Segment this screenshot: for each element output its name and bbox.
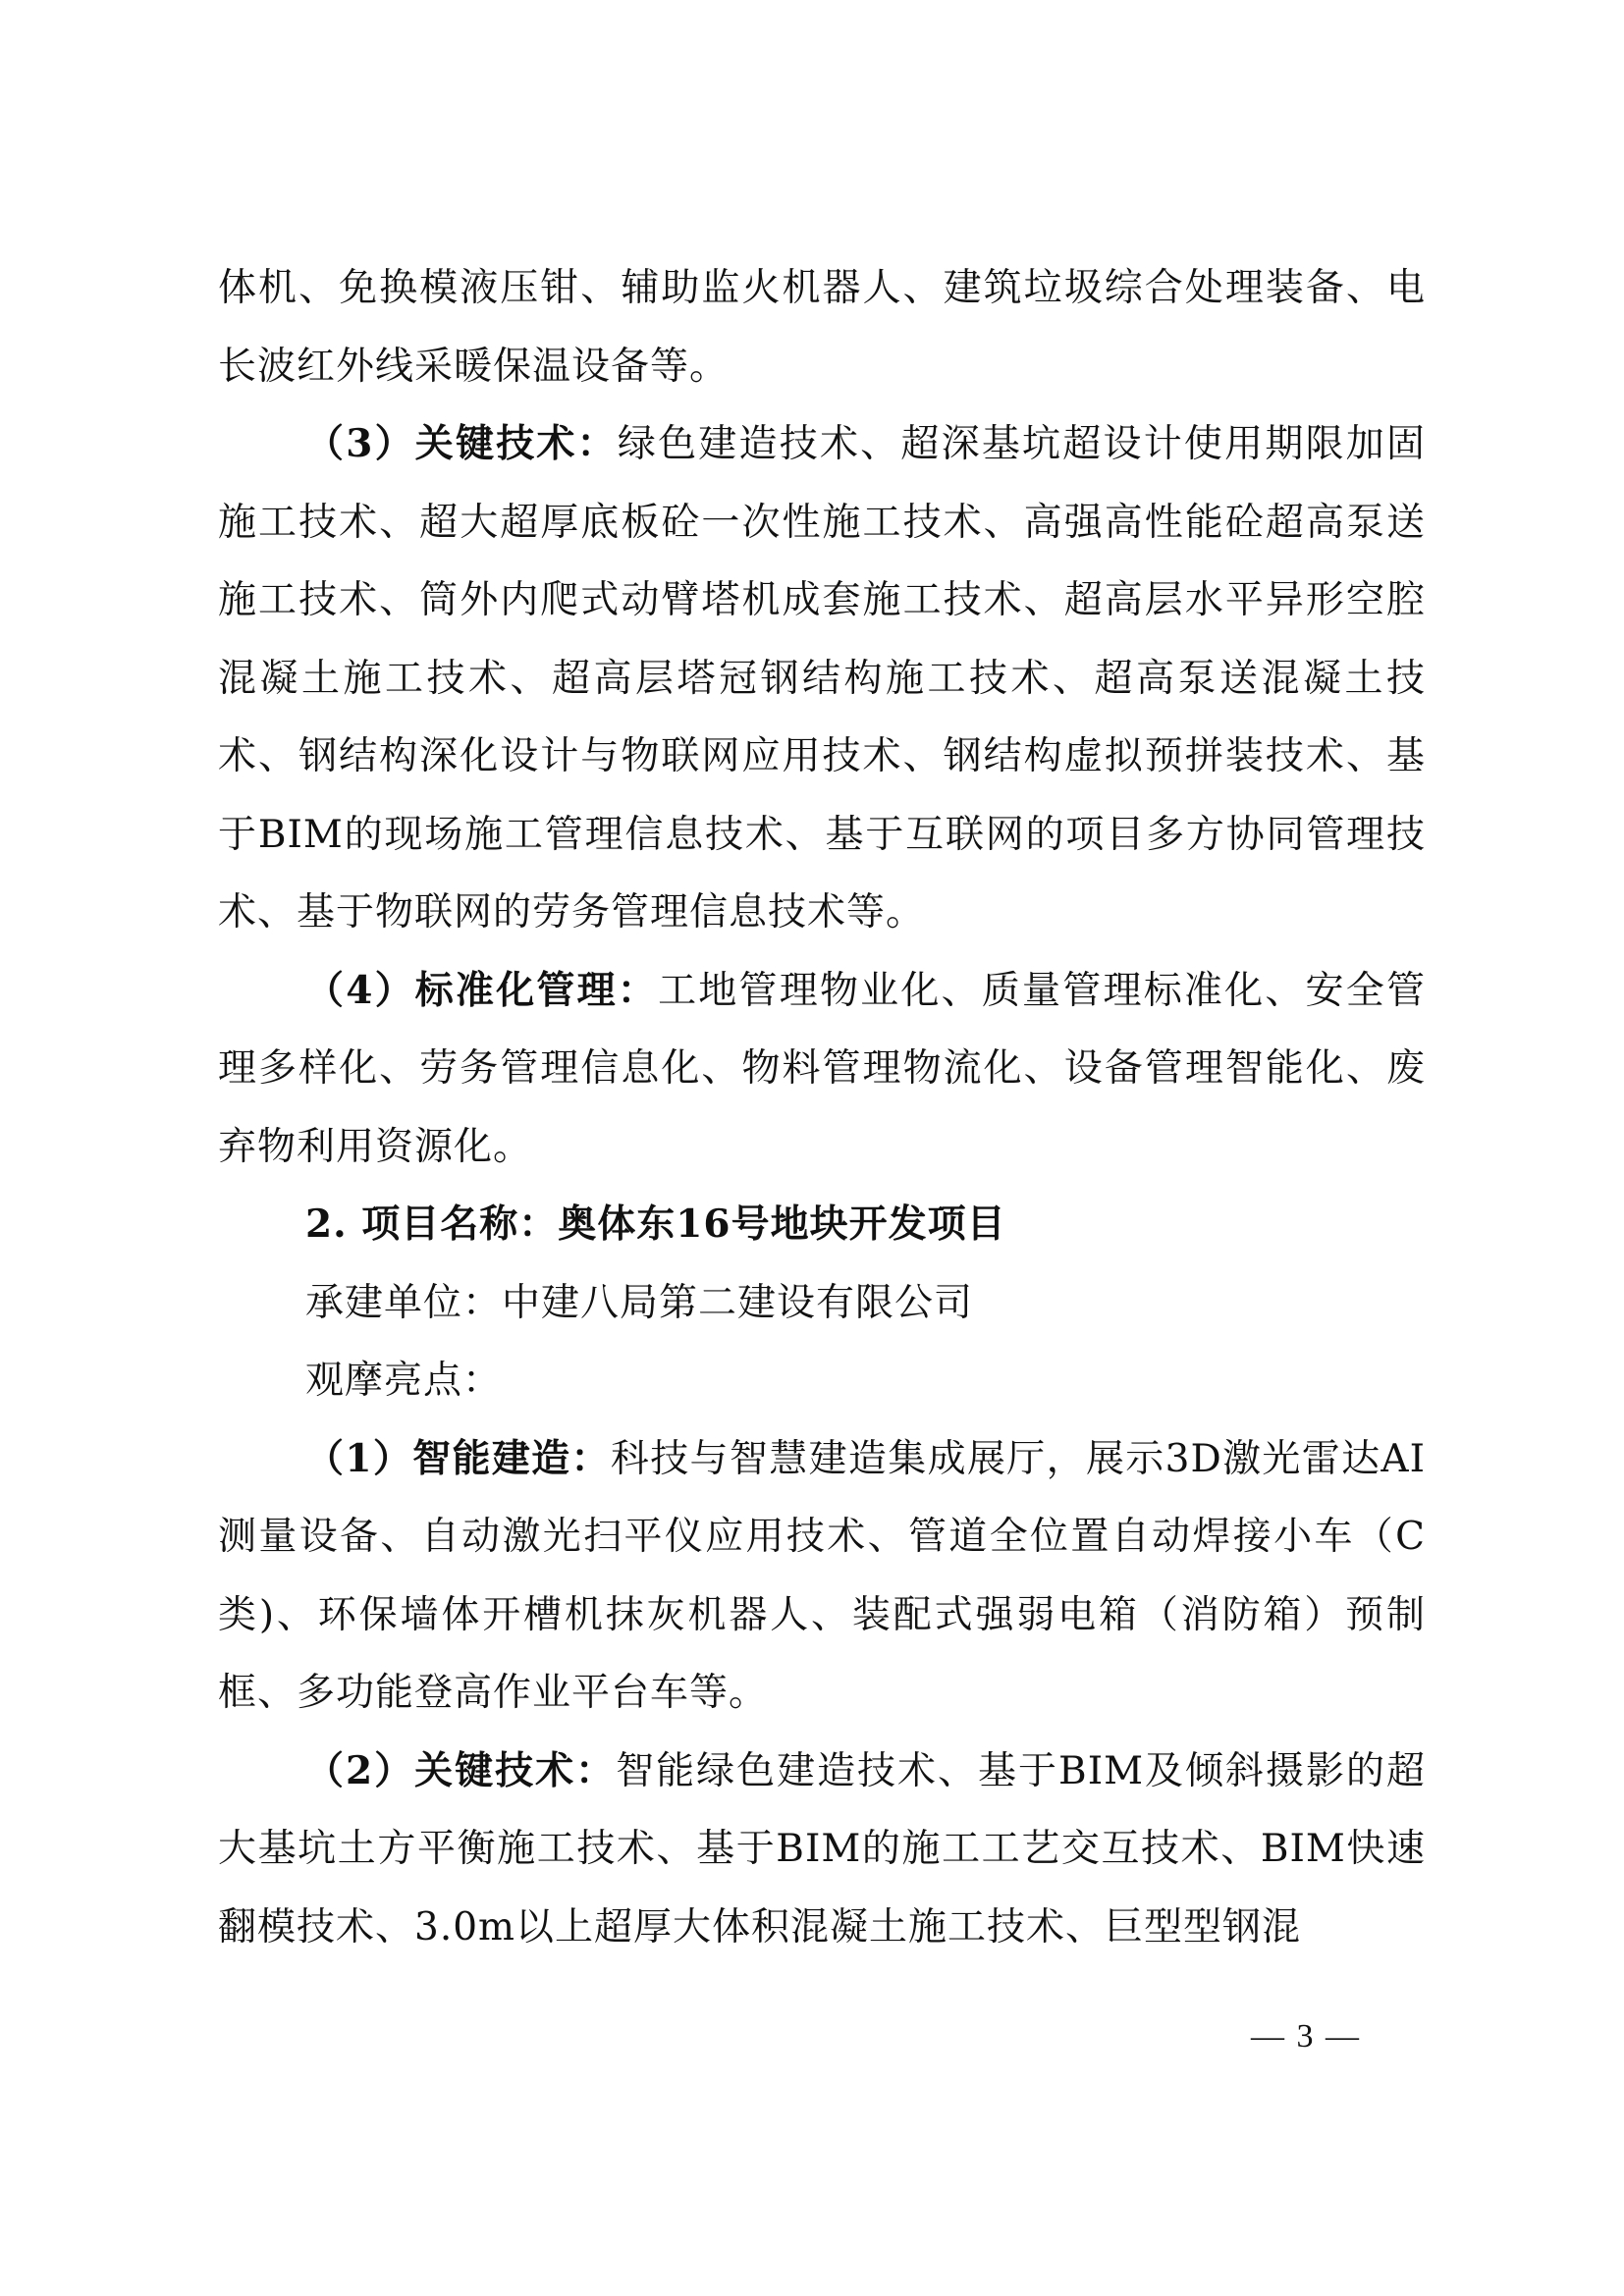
paragraph-key-tech-3 bbox=[218, 405, 1426, 952]
paragraph-standardized-management bbox=[218, 952, 1426, 1187]
page-number: — 3 — bbox=[1251, 2018, 1361, 2055]
highlights-label: 观摩亮点： bbox=[305, 1359, 503, 1403]
label-smart-construction: （1）智能建造： bbox=[305, 1435, 611, 1481]
text-smart-construction: 科技与智慧建造集成展厅，展示3D激光雷达AI测量设备、自动激光扫平仪应用技术、管道全位置自动焊接小车（C类)、环保墙体开槽机抹灰机器人、装配式强弱电箱（消防箱）预制框、多功能登高作业平台车等。 bbox=[218, 1436, 1427, 1715]
label-key-tech-2: （2）关键技术： bbox=[305, 1747, 617, 1793]
paragraph-key-tech-2 bbox=[218, 1733, 1426, 1967]
paragraph-smart-construction bbox=[218, 1420, 1426, 1733]
paragraph-equipment-continued: 体机、免换模液压钳、辅助监火机器人、建筑垃圾综合处理装备、电长波红外线采暖保温设备等。 bbox=[218, 266, 1426, 389]
project-heading: 2. 项目名称：奥体东16号地块开发项目 bbox=[305, 1201, 1006, 1247]
text-standardized-management: 工地管理物业化、质量管理标准化、安全管理多样化、劳务管理信息化、物料管理物流化、设备管理智能化、废弃物利用资源化。 bbox=[218, 968, 1426, 1169]
label-standardized-management: （4）标准化管理： bbox=[305, 967, 659, 1013]
contractor-line: 承建单位：中建八局第二建设有限公司 bbox=[305, 1280, 974, 1325]
label-key-tech-3: （3）关键技术： bbox=[305, 421, 618, 466]
document-body bbox=[218, 249, 1426, 1966]
text-key-tech-3: 绿色建造技术、超深基坑超设计使用期限加固施工技术、超大超厚底板砼一次性施工技术、高强高性能砼超高泵送施工技术、筒外内爬式动臂塔机成套施工技术、超高层水平异形空腔混凝土施工技术、超高层塔冠钢结构施工技术、超高泵送混凝土技术、钢结构深化设计与物联网应用技术、钢结构虚拟预拼装技术、基于BIM的现场施工管理信息技术、基于互联网的项目多方协同管理技术、基于物联网的劳务管理信息技术等。 bbox=[218, 422, 1426, 934]
text-key-tech-2: 智能绿色建造技术、基于BIM及倾斜摄影的超大基坑土方平衡施工技术、基于BIM的施工工艺交互技术、BIM快速翻模技术、3.0m以上超厚大体积混凝土施工技术、巨型型钢混 bbox=[218, 1748, 1426, 1949]
